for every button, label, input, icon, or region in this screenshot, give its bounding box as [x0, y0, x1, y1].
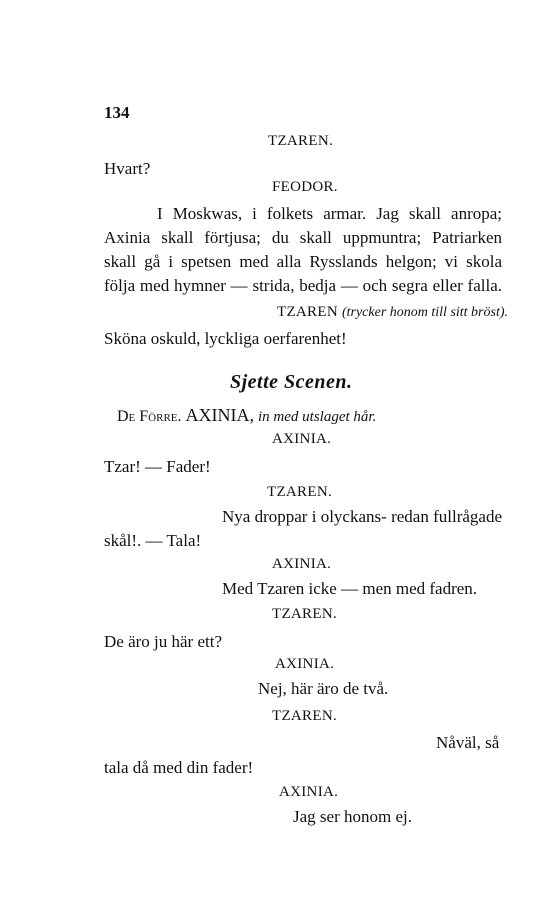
dialogue-line: skall gå i spetsen med alla Rysslands helgon; vi skola: [104, 252, 502, 271]
cast-axinia: AXINIA,: [185, 405, 254, 425]
dialogue-line: Jag ser honom ej.: [293, 807, 412, 826]
cast-previous: De Förre.: [117, 408, 182, 425]
dialogue-line: De äro ju här ett?: [104, 632, 222, 651]
dialogue-line: Nåväl, så: [436, 733, 500, 752]
dialogue-line: Hvart?: [104, 159, 151, 178]
dialogue-line: skål!. — Tala!: [104, 531, 202, 550]
speaker-axinia: AXINIA.: [279, 784, 339, 800]
speaker-axinia: AXINIA.: [272, 556, 332, 572]
dialogue-line: Axinia skall förtjusa; du skall uppmuntra; Patriarken: [104, 228, 502, 247]
stage-direction: in med utslaget hår.: [258, 409, 377, 425]
scene-cast-line: [117, 406, 376, 425]
speaker-tzaren: TZAREN: [277, 304, 338, 320]
speaker-with-direction: [277, 304, 508, 320]
dialogue-line: Tzar! — Fader!: [104, 457, 211, 476]
speaker-axinia: AXINIA.: [275, 656, 335, 672]
dialogue-line: Med Tzaren icke — men med fadren.: [222, 579, 478, 598]
speaker-tzaren: TZAREN.: [268, 133, 334, 149]
scene-heading: Sjette Scenen.: [230, 371, 353, 393]
speaker-tzaren: TZAREN.: [272, 606, 338, 622]
stage-direction: (trycker honom till sitt bröst).: [341, 305, 509, 320]
dialogue-line: Nej, här äro de två.: [258, 679, 389, 698]
speaker-tzaren: TZAREN.: [272, 708, 338, 724]
speaker-feodor: FEODOR.: [272, 179, 338, 195]
speaker-tzaren: TZAREN.: [267, 484, 333, 500]
speaker-axinia: AXINIA.: [272, 431, 332, 447]
dialogue-line: Sköna oskuld, lyckliga oerfarenhet!: [104, 329, 347, 348]
page-number: 134: [104, 103, 130, 122]
dialogue-line: följa med hymner — strida, bedja — och segra eller falla.: [104, 276, 502, 295]
dialogue-line: tala då med din fader!: [104, 758, 254, 777]
dialogue-line: I Moskwas, i folkets armar. Jag skall anropa;: [157, 204, 502, 223]
dialogue-line: Nya droppar i olyckans- redan fullrågade: [222, 507, 502, 526]
